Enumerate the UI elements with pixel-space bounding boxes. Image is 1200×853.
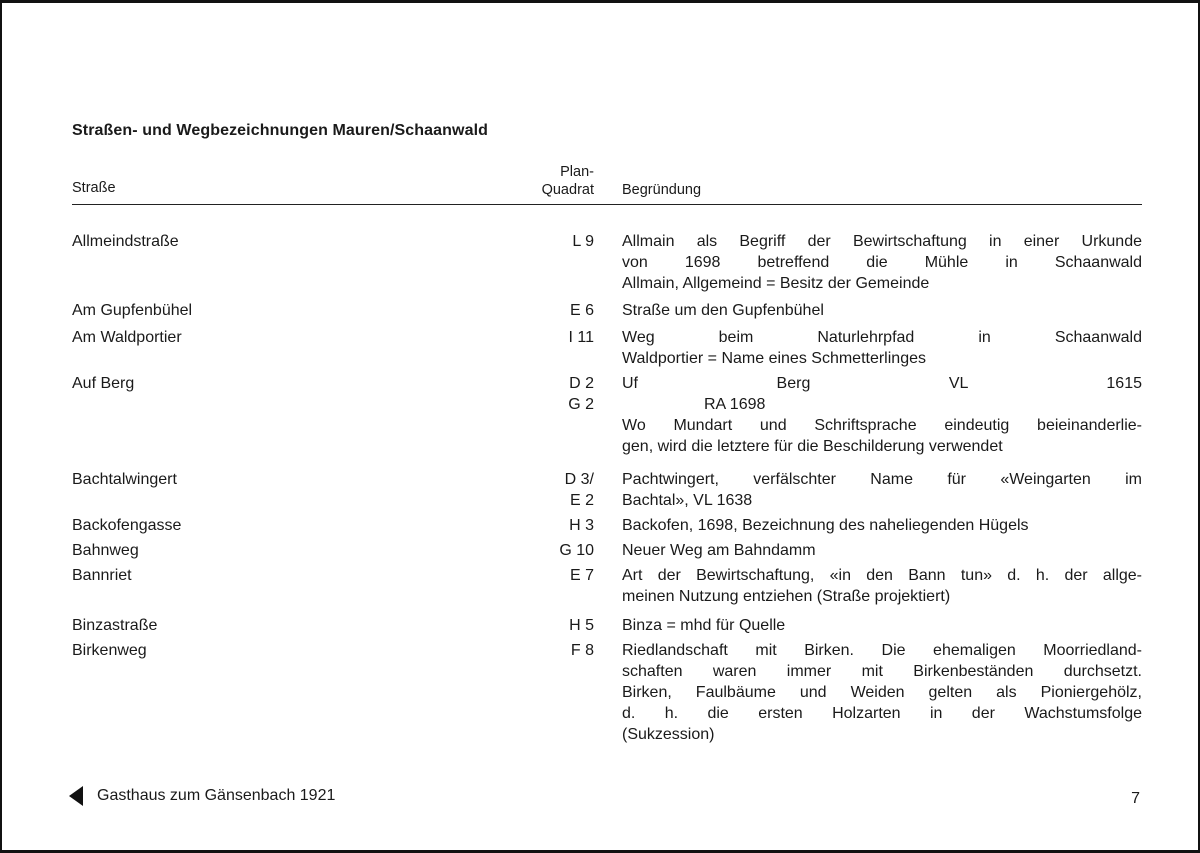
- reason-text: [622, 327, 1142, 369]
- plan-quadrant: E 7: [569, 567, 594, 584]
- reason-text: [622, 640, 1142, 745]
- reason-line: Birken, Faulbäume und Weiden gelten als Pioniergehölz,: [622, 684, 1142, 701]
- reason-line: Neuer Weg am Bahndamm: [622, 542, 816, 559]
- reason-line: Straße um den Gupfenbühel: [622, 302, 824, 319]
- plan-quadrant: E 6: [569, 302, 594, 319]
- table-row: [72, 469, 1142, 511]
- reason-text: [622, 515, 1142, 536]
- street-name: Bahnweg: [72, 542, 139, 559]
- street-name: Birkenweg: [72, 642, 147, 659]
- reason-line: Weg beim Naturlehrpfad in Schaanwald: [622, 329, 1142, 346]
- reason-line: Pachtwingert, verfälschter Name für «Weingarten im: [622, 471, 1142, 488]
- reason-line: Wo Mundart und Schriftsprache eindeutig beieinanderlie-: [622, 417, 1142, 434]
- reason-line: Allmain als Begriff der Bewirtschaftung in einer Urkunde: [622, 233, 1142, 250]
- photo-caption: [69, 786, 335, 806]
- table-row: [72, 540, 1142, 561]
- table-row: [72, 231, 1142, 294]
- street-table: [72, 231, 1142, 745]
- reason-line: Art der Bewirtschaftung, «in den Bann tun» d. h. der allge-: [622, 567, 1142, 584]
- reason-line: d. h. die ersten Holzarten in der Wachstumsfolge: [622, 705, 1142, 722]
- reason-text: [622, 565, 1142, 607]
- column-header-reason: Begründung: [622, 182, 702, 198]
- street-name: Allmeindstraße: [72, 233, 179, 250]
- reason-line: (Sukzession): [622, 726, 715, 743]
- street-name: Am Gupfenbühel: [72, 302, 193, 319]
- reason-text: [622, 300, 1142, 321]
- left-triangle-icon: [69, 786, 83, 806]
- street-name: Bachtalwingert: [72, 471, 177, 488]
- reason-line: meinen Nutzung entziehen (Straße projektiert): [622, 588, 951, 605]
- plan-quadrant: G 10: [559, 542, 594, 559]
- reason-line: von 1698 betreffend die Mühle in Schaanwald: [622, 254, 1142, 271]
- street-name: Binzastraße: [72, 617, 158, 634]
- reason-line: Riedlandschaft mit Birken. Die ehemaligen Moorriedland-: [622, 642, 1142, 659]
- reason-text: [622, 373, 1142, 457]
- reason-line: schaften waren immer mit Birkenbeständen durchsetzt.: [622, 663, 1142, 680]
- reason-text: [622, 540, 1142, 561]
- plan-quadrant: H 5: [569, 617, 594, 634]
- plan-quadrant: H 3: [569, 517, 594, 534]
- header-divider: [72, 204, 1142, 205]
- reason-line: Backofen, 1698, Bezeichnung des naheliegenden Hügels: [622, 517, 1029, 534]
- plan-quadrant: D 2 G 2: [568, 375, 594, 413]
- reason-line: Uf Berg VL 1615: [622, 375, 1142, 392]
- plan-quadrant: D 3/ E 2: [564, 471, 594, 509]
- table-row: [72, 327, 1142, 369]
- table-row: [72, 565, 1142, 607]
- plan-quadrant: I 11: [568, 329, 594, 346]
- table-row: [72, 615, 1142, 636]
- street-name: Auf Berg: [72, 375, 135, 392]
- column-header-plan-line2: Quadrat: [541, 182, 594, 198]
- table-row: [72, 300, 1142, 321]
- page-title: Straßen- und Wegbezeichnungen Mauren/Schaanwald: [72, 122, 489, 139]
- reason-line: gen, wird die letztere für die Beschilderung verwendet: [622, 438, 1003, 455]
- reason-line: Binza = mhd für Quelle: [622, 617, 786, 634]
- street-name: Backofengasse: [72, 517, 182, 534]
- street-name: Am Waldportier: [72, 329, 182, 346]
- page-number: 7: [1131, 790, 1140, 807]
- column-header-plan-line1: Plan-: [560, 164, 594, 180]
- table-row: [72, 373, 1142, 457]
- reason-line: Waldportier = Name eines Schmetterlinges: [622, 350, 926, 367]
- reason-line: Bachtal», VL 1638: [622, 492, 753, 509]
- reason-line: RA 1698: [704, 396, 766, 413]
- plan-quadrant: F 8: [570, 642, 594, 659]
- plan-quadrant: L 9: [572, 233, 594, 250]
- reason-text: [622, 231, 1142, 294]
- reason-text: [622, 469, 1142, 511]
- street-name: Bannriet: [72, 567, 132, 584]
- column-header-street: Straße: [72, 180, 116, 196]
- table-row: [72, 515, 1142, 536]
- reason-text: [622, 615, 1142, 636]
- caption-text: Gasthaus zum Gänsenbach 1921: [97, 787, 336, 804]
- column-header-plan: [502, 163, 594, 199]
- reason-line: Allmain, Allgemeind = Besitz der Gemeinde: [622, 275, 930, 292]
- table-row: [72, 640, 1142, 745]
